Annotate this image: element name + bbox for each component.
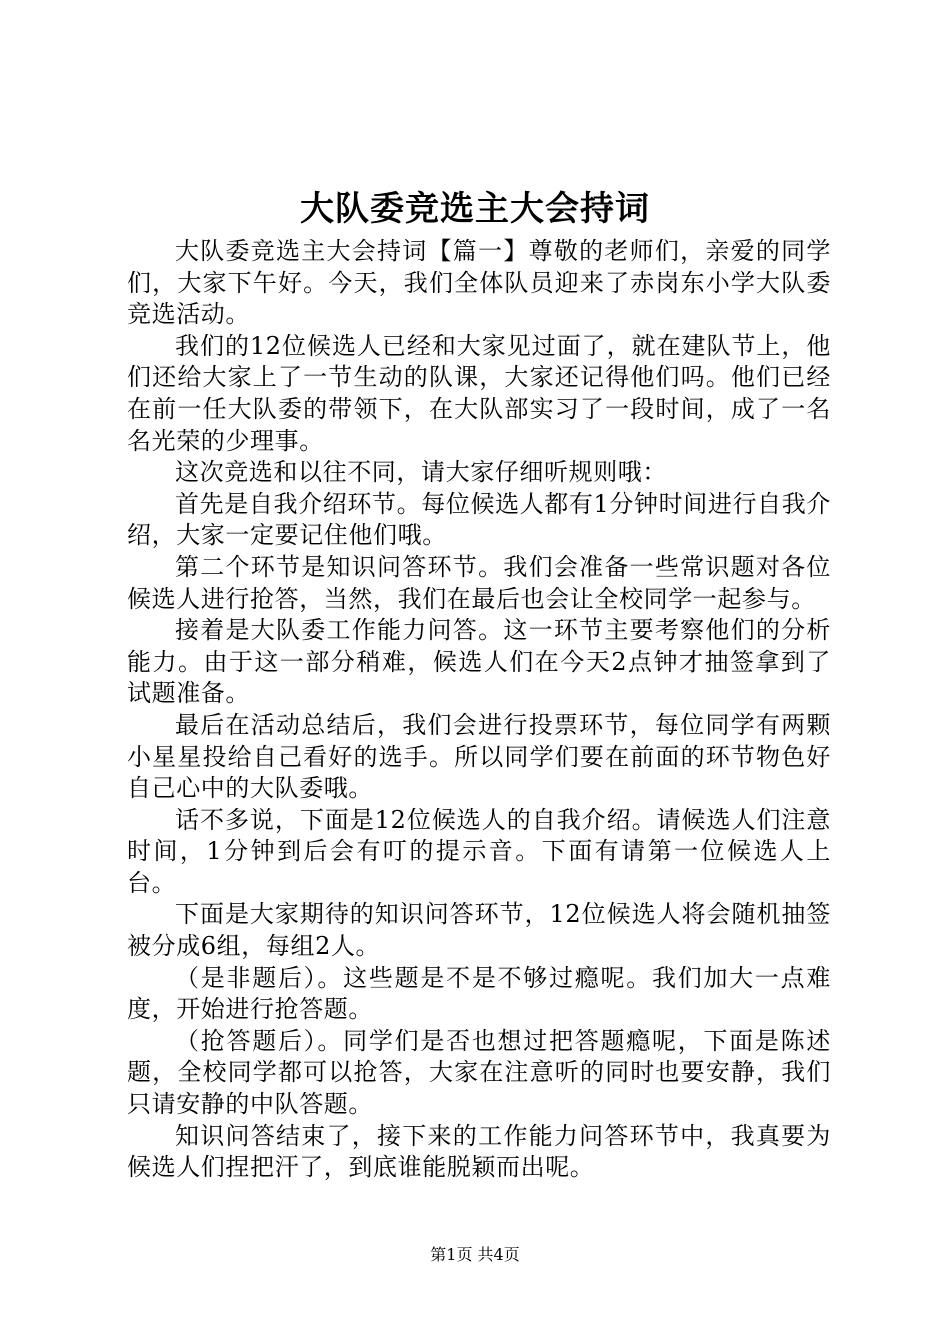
paragraph: 下面是大家期待的知识问答环节，12位候选人将会随机抽签被分成6组，每组2人。: [127, 900, 831, 961]
paragraph: （抢答题后）。同学们是否也想过把答题瘾呢，下面是陈述题，全校同学都可以抢答，大家在注意听的同时也要安静，我们只请安静的中队答题。: [127, 1026, 831, 1119]
paragraph: 大队委竞选主大会持词【篇一】尊敬的老师们，亲爱的同学们，大家下午好。今天，我们全体队员迎来了赤岗东小学大队委竞选活动。: [127, 237, 831, 329]
paragraph: 知识问答结束了，接下来的工作能力问答环节中，我真要为候选人们捏把汗了，到底谁能脱颖而出呢。: [127, 1121, 831, 1182]
paragraph: 首先是自我介绍环节。每位候选人都有1分钟时间进行自我介绍，大家一定要记住他们哦。: [127, 489, 831, 550]
paragraph: 接着是大队委工作能力问答。这一环节主要考察他们的分析能力。由于这一部分稍难，候选人们在今天2点钟才抽签拿到了试题准备。: [127, 616, 831, 708]
paragraph: 这次竞选和以往不同，请大家仔细听规则哦：: [175, 458, 667, 487]
paragraph: 最后在活动总结后，我们会进行投票环节，每位同学有两颗小星星投给自己看好的选手。所以同学们要在前面的环节物色好自己心中的大队委哦。: [127, 710, 831, 803]
paragraph: 我们的12位候选人已经和大家见过面了，就在建队节上，他们还给大家上了一节生动的队课，大家还记得他们吗。他们已经在前一任大队委的带领下，在大队部实习了一段时间，成了一名名光荣的少理事。: [127, 331, 831, 455]
page-footer: 第1页 共4页: [430, 1245, 520, 1264]
paragraph: 话不多说，下面是12位候选人的自我介绍。请候选人们注意时间，1分钟到后会有叮的提示音。下面有请第一位候选人上台。: [127, 805, 831, 897]
paragraph: 第二个环节是知识问答环节。我们会准备一些常识题对各位候选人进行抢答，当然，我们在最后也会让全校同学一起参与。: [127, 552, 831, 613]
paragraph: （是非题后）。这些题是不是不够过瘾呢。我们加大一点难度，开始进行抢答题。: [127, 963, 831, 1024]
document-title: 大队委竞选主大会持词: [300, 189, 650, 229]
document-body: [127, 236, 831, 1184]
